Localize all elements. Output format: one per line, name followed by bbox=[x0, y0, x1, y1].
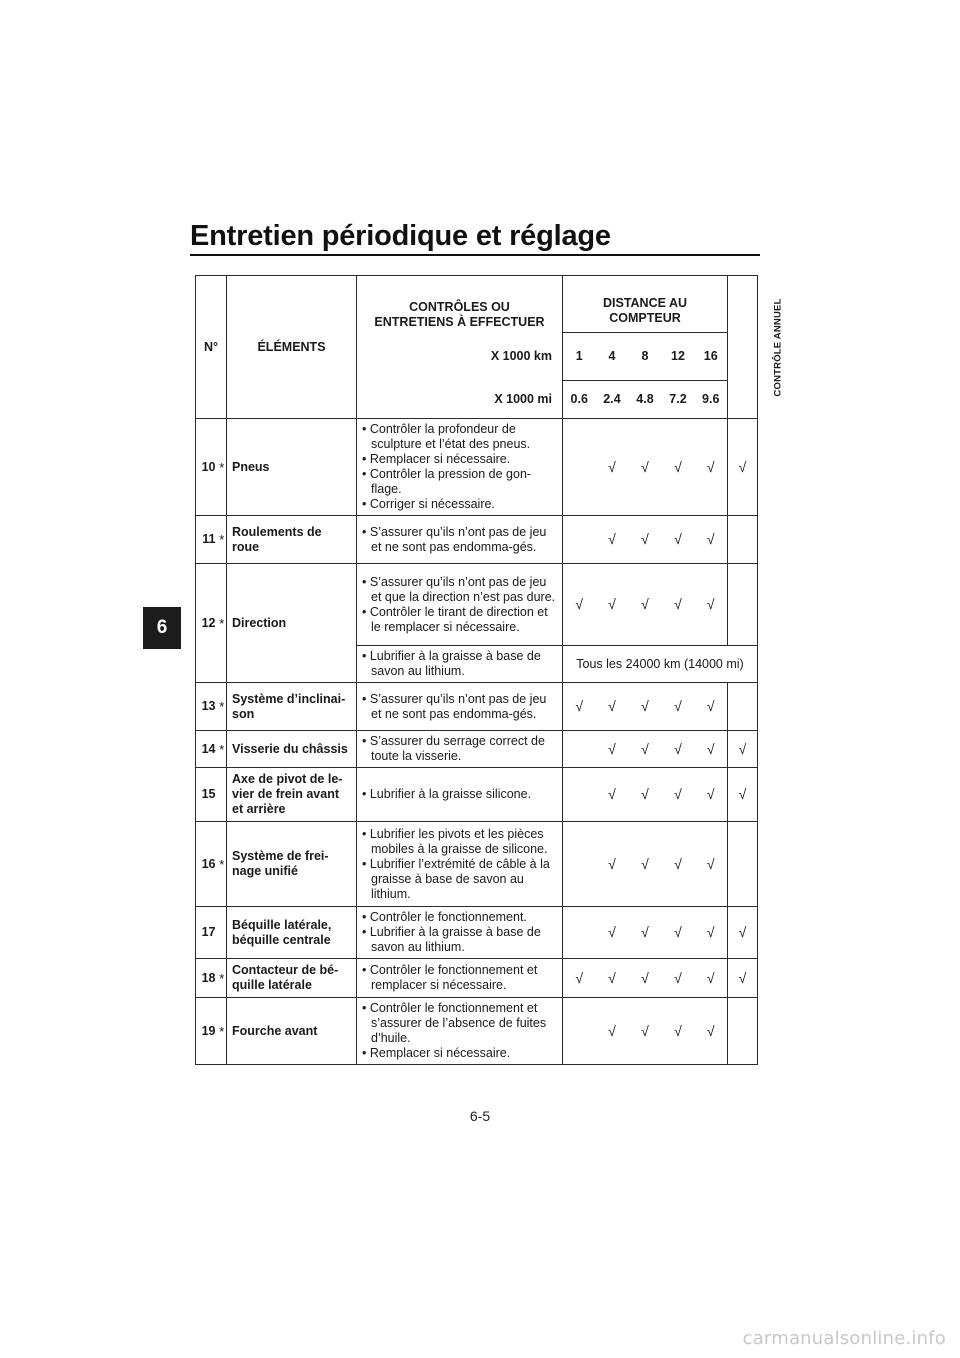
table-row bbox=[196, 907, 758, 959]
title-divider bbox=[190, 254, 760, 256]
check-mark: √ bbox=[706, 786, 715, 802]
interval-check-cell bbox=[629, 768, 662, 822]
interval-check-cell bbox=[662, 998, 695, 1065]
header-mi-label: X 1000 mi bbox=[357, 381, 563, 419]
check-mark: √ bbox=[738, 786, 747, 802]
header-distance-line2: COMPTEUR bbox=[609, 310, 681, 325]
annual-check-cell bbox=[728, 998, 758, 1065]
interval-check-cell bbox=[563, 731, 596, 768]
operation-item: • Remplacer si nécessaire. bbox=[371, 1046, 558, 1061]
interval-check-cell bbox=[629, 683, 662, 731]
km-value: 8 bbox=[629, 333, 662, 381]
page-number: 6-5 bbox=[469, 1108, 491, 1124]
row-number: 16 bbox=[196, 822, 218, 907]
check-mark: √ bbox=[706, 531, 715, 547]
check-mark: √ bbox=[608, 786, 616, 802]
annual-check-cell bbox=[728, 768, 758, 822]
check-mark: √ bbox=[608, 969, 616, 986]
row-asterisk: * bbox=[218, 683, 227, 731]
interval-check-cell bbox=[662, 683, 695, 731]
row-item: Roulements de roue bbox=[227, 516, 357, 564]
check-mark: √ bbox=[674, 531, 682, 547]
interval-check-cell bbox=[695, 516, 728, 564]
operation-item: • Lubrifier l’extrémité de câble à la graisse à base de savon au lithium. bbox=[371, 857, 558, 902]
interval-check-cell bbox=[596, 998, 629, 1065]
check-mark: √ bbox=[674, 924, 682, 940]
row-asterisk bbox=[218, 907, 227, 959]
row-item: Axe de pivot de le-vier de frein avant et arrière bbox=[227, 768, 357, 822]
operation-item: • Remplacer si nécessaire. bbox=[371, 452, 558, 467]
check-mark: √ bbox=[674, 698, 682, 714]
interval-check-cell bbox=[563, 683, 596, 731]
check-mark: √ bbox=[641, 740, 649, 757]
table-row bbox=[196, 822, 758, 907]
check-mark: √ bbox=[641, 458, 649, 475]
check-mark: √ bbox=[641, 969, 649, 986]
header-distance bbox=[563, 276, 728, 333]
interval-check-cell bbox=[629, 731, 662, 768]
mi-value: 4.8 bbox=[629, 381, 662, 419]
header-number: N° bbox=[196, 276, 227, 419]
km-value: 16 bbox=[695, 333, 728, 381]
row-item: Visserie du châssis bbox=[227, 731, 357, 768]
row-operations bbox=[357, 731, 563, 768]
page-title: Entretien périodique et réglage bbox=[190, 220, 611, 252]
operation-item: • S’assurer du serrage correct de toute la visserie. bbox=[371, 734, 558, 764]
operation-item: • Contrôler la profondeur de sculpture et l’état des pneus. bbox=[371, 422, 558, 452]
header-row bbox=[196, 276, 758, 333]
interval-check-cell bbox=[695, 731, 728, 768]
check-mark: √ bbox=[674, 596, 682, 612]
check-mark: √ bbox=[641, 698, 649, 714]
check-mark: √ bbox=[706, 1022, 715, 1039]
row-item: Fourche avant bbox=[227, 998, 357, 1065]
interval-check-cell bbox=[695, 768, 728, 822]
check-mark: √ bbox=[674, 458, 682, 475]
check-mark: √ bbox=[706, 969, 715, 986]
row-operations bbox=[357, 564, 563, 646]
row-operations bbox=[357, 646, 563, 683]
interval-check-cell bbox=[629, 907, 662, 959]
table-row bbox=[196, 998, 758, 1065]
maintenance-table bbox=[195, 275, 784, 1065]
interval-check-cell bbox=[596, 731, 629, 768]
interval-check-cell bbox=[563, 516, 596, 564]
row-operations bbox=[357, 959, 563, 998]
operation-item: • Corriger si nécessaire. bbox=[371, 497, 558, 512]
interval-check-cell bbox=[662, 419, 695, 516]
annual-check-cell bbox=[728, 419, 758, 516]
interval-check-cell bbox=[563, 822, 596, 907]
interval-check-cell bbox=[596, 822, 629, 907]
row-item: Système d’inclinai-son bbox=[227, 683, 357, 731]
interval-check-cell bbox=[629, 822, 662, 907]
interval-check-cell bbox=[662, 768, 695, 822]
row-operations bbox=[357, 683, 563, 731]
interval-check-cell bbox=[695, 959, 728, 998]
operation-item: • Contrôler le fonctionnement et s’assurer de l’absence de fuites d’huile. bbox=[371, 1001, 558, 1046]
row-asterisk: * bbox=[218, 564, 227, 683]
interval-check-cell bbox=[662, 564, 695, 646]
check-mark: √ bbox=[738, 458, 747, 475]
check-mark: √ bbox=[641, 924, 649, 940]
check-mark: √ bbox=[674, 1022, 682, 1039]
annual-check-cell bbox=[728, 516, 758, 564]
interval-check-cell bbox=[563, 768, 596, 822]
check-mark: √ bbox=[706, 698, 715, 714]
row-number: 11 bbox=[196, 516, 218, 564]
row-number: 15 bbox=[196, 768, 218, 822]
header-distance-line1: DISTANCE AU bbox=[602, 295, 688, 310]
row-asterisk: * bbox=[218, 419, 227, 516]
table-body bbox=[196, 419, 758, 1065]
annual-check-cell bbox=[728, 731, 758, 768]
annual-check-cell bbox=[728, 822, 758, 907]
check-mark: √ bbox=[674, 855, 682, 872]
table-row bbox=[196, 959, 758, 998]
check-mark: √ bbox=[608, 531, 616, 547]
check-mark: √ bbox=[706, 740, 715, 757]
row-asterisk: * bbox=[218, 822, 227, 907]
row-number: 13 bbox=[196, 683, 218, 731]
header-km-label: X 1000 km bbox=[357, 333, 563, 381]
check-mark: √ bbox=[641, 1022, 649, 1039]
interval-check-cell bbox=[662, 516, 695, 564]
interval-check-cell bbox=[662, 907, 695, 959]
row-number: 10 bbox=[196, 419, 218, 516]
mi-value: 0.6 bbox=[563, 381, 596, 419]
annual-check-cell bbox=[728, 683, 758, 731]
operation-item: • Lubrifier à la graisse silicone. bbox=[371, 787, 558, 802]
check-mark: √ bbox=[674, 740, 682, 757]
row-item: Direction bbox=[227, 564, 357, 683]
header-operations bbox=[357, 276, 563, 333]
check-mark: √ bbox=[706, 596, 715, 612]
check-mark: √ bbox=[608, 698, 616, 714]
table-row bbox=[196, 564, 758, 646]
interval-check-cell bbox=[695, 683, 728, 731]
interval-check-cell bbox=[695, 907, 728, 959]
row-asterisk: * bbox=[218, 731, 227, 768]
interval-check-cell bbox=[596, 683, 629, 731]
interval-check-cell bbox=[596, 907, 629, 959]
operation-item: • S’assurer qu’ils n’ont pas de jeu et ne sont pas endomma-gés. bbox=[371, 692, 558, 722]
interval-check-cell bbox=[695, 998, 728, 1065]
table-row bbox=[196, 516, 758, 564]
check-mark: √ bbox=[641, 855, 649, 872]
row-operations bbox=[357, 822, 563, 907]
table-row bbox=[196, 731, 758, 768]
check-mark: √ bbox=[674, 969, 682, 986]
check-mark: √ bbox=[608, 1022, 616, 1039]
watermark: carmanualsonline.info bbox=[742, 1328, 946, 1349]
operation-item: • Lubrifier à la graisse à base de savon au lithium. bbox=[371, 649, 558, 679]
row-number: 19 bbox=[196, 998, 218, 1065]
interval-check-cell bbox=[563, 564, 596, 646]
row-operations bbox=[357, 998, 563, 1065]
annual-check-cell bbox=[728, 564, 758, 646]
annual-check-cell bbox=[728, 907, 758, 959]
row-number: 14 bbox=[196, 731, 218, 768]
row-operations bbox=[357, 516, 563, 564]
operation-item: • S’assurer qu’ils n’ont pas de jeu et ne sont pas endomma-gés. bbox=[371, 525, 558, 555]
interval-check-cell bbox=[563, 907, 596, 959]
interval-check-cell bbox=[662, 731, 695, 768]
operation-item: • S’assurer qu’ils n’ont pas de jeu et que la direction n’est pas dure. bbox=[371, 575, 558, 605]
check-mark: √ bbox=[608, 924, 616, 940]
check-mark: √ bbox=[706, 458, 715, 475]
interval-note: Tous les 24000 km (14000 mi) bbox=[563, 646, 758, 683]
interval-check-cell bbox=[629, 419, 662, 516]
interval-check-cell bbox=[563, 959, 596, 998]
table-row bbox=[196, 768, 758, 822]
check-mark: √ bbox=[575, 698, 584, 714]
mi-value: 2.4 bbox=[596, 381, 629, 419]
row-number: 12 bbox=[196, 564, 218, 683]
interval-check-cell bbox=[563, 419, 596, 516]
check-mark: √ bbox=[738, 740, 747, 757]
interval-check-cell bbox=[563, 998, 596, 1065]
km-value: 1 bbox=[563, 333, 596, 381]
row-item: Système de frei-nage unifié bbox=[227, 822, 357, 907]
mi-value: 7.2 bbox=[662, 381, 695, 419]
check-mark: √ bbox=[706, 924, 715, 940]
km-value: 12 bbox=[662, 333, 695, 381]
header-operations-line1: CONTRÔLES OU bbox=[409, 299, 510, 314]
row-asterisk bbox=[218, 768, 227, 822]
check-mark: √ bbox=[608, 855, 616, 872]
operation-item: • Contrôler la pression de gon-flage. bbox=[371, 467, 558, 497]
check-mark: √ bbox=[575, 596, 584, 612]
table-row bbox=[196, 419, 758, 516]
interval-check-cell bbox=[596, 516, 629, 564]
table-row bbox=[196, 683, 758, 731]
row-number: 17 bbox=[196, 907, 218, 959]
row-operations bbox=[357, 907, 563, 959]
check-mark: √ bbox=[706, 855, 715, 872]
row-asterisk: * bbox=[218, 959, 227, 998]
header-annual-check-label: CONTRÔLE ANNUEL bbox=[772, 298, 784, 397]
row-number: 18 bbox=[196, 959, 218, 998]
check-mark: √ bbox=[738, 924, 747, 940]
interval-check-cell bbox=[695, 564, 728, 646]
check-mark: √ bbox=[608, 740, 616, 757]
check-mark: √ bbox=[575, 969, 584, 986]
km-value: 4 bbox=[596, 333, 629, 381]
interval-check-cell bbox=[596, 564, 629, 646]
header-items: ÉLÉMENTS bbox=[227, 276, 357, 419]
check-mark: √ bbox=[674, 786, 682, 802]
interval-check-cell bbox=[596, 768, 629, 822]
chapter-tab: 6 bbox=[143, 607, 181, 649]
interval-check-cell bbox=[629, 998, 662, 1065]
check-mark: √ bbox=[641, 786, 649, 802]
operation-item: • Contrôler le fonctionnement. bbox=[371, 910, 558, 925]
interval-check-cell bbox=[596, 959, 629, 998]
check-mark: √ bbox=[608, 458, 616, 475]
interval-check-cell bbox=[629, 959, 662, 998]
interval-check-cell bbox=[695, 419, 728, 516]
check-mark: √ bbox=[641, 596, 649, 612]
mi-value: 9.6 bbox=[695, 381, 728, 419]
interval-check-cell bbox=[629, 564, 662, 646]
operation-item: • Contrôler le fonctionnement et remplacer si nécessaire. bbox=[371, 963, 558, 993]
row-item: Béquille latérale, béquille centrale bbox=[227, 907, 357, 959]
header-operations-line2: ENTRETIENS À EFFECTUER bbox=[374, 314, 545, 329]
row-operations bbox=[357, 768, 563, 822]
check-mark: √ bbox=[608, 596, 616, 612]
operation-item: • Lubrifier les pivots et les pièces mobiles à la graisse de silicone. bbox=[371, 827, 558, 857]
interval-check-cell bbox=[662, 822, 695, 907]
check-mark: √ bbox=[738, 969, 747, 986]
operation-item: • Contrôler le tirant de direction et le remplacer si nécessaire. bbox=[371, 605, 558, 635]
check-mark: √ bbox=[641, 531, 649, 547]
row-asterisk: * bbox=[218, 516, 227, 564]
row-asterisk: * bbox=[218, 998, 227, 1065]
row-item: Contacteur de bé-quille latérale bbox=[227, 959, 357, 998]
interval-check-cell bbox=[596, 419, 629, 516]
interval-check-cell bbox=[662, 959, 695, 998]
row-item: Pneus bbox=[227, 419, 357, 516]
row-operations bbox=[357, 419, 563, 516]
header-annual-check bbox=[728, 276, 784, 419]
annual-check-cell bbox=[728, 959, 758, 998]
interval-check-cell bbox=[695, 822, 728, 907]
interval-check-cell bbox=[629, 516, 662, 564]
operation-item: • Lubrifier à la graisse à base de savon au lithium. bbox=[371, 925, 558, 955]
